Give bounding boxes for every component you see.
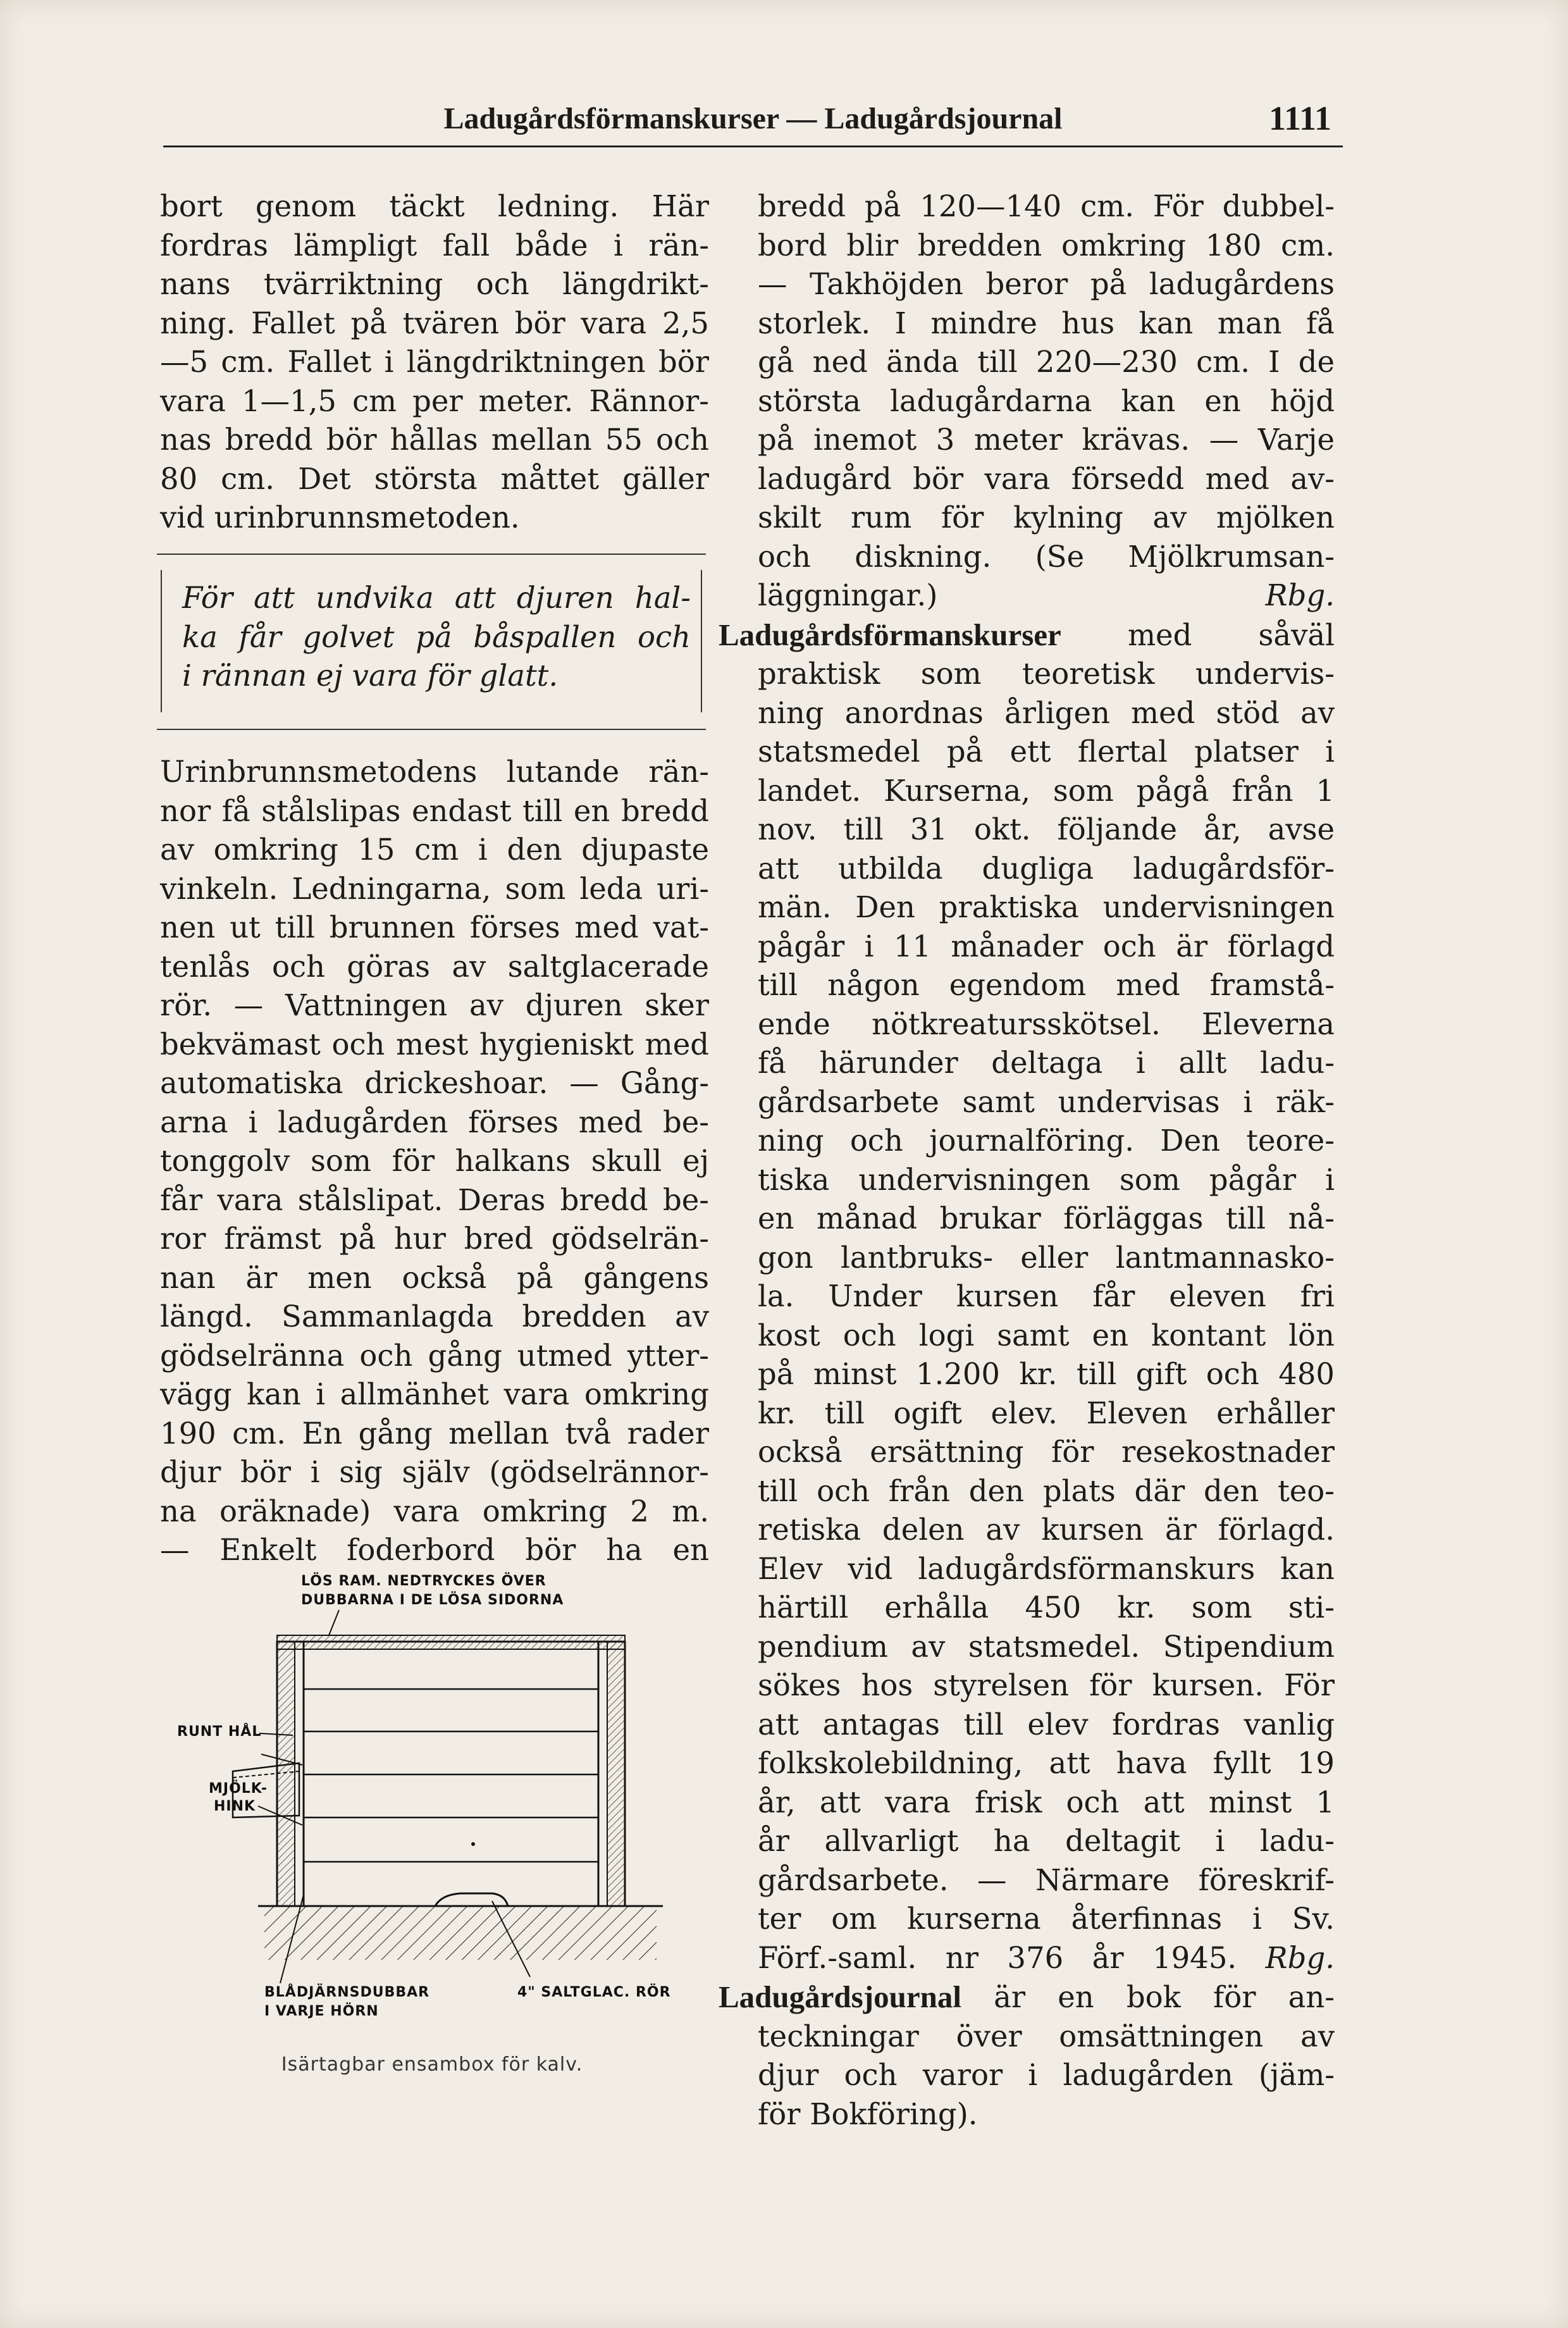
label-round-hole: RUNT HÅL [177, 1724, 262, 1740]
text-line: att antagas till elev fordras vanlig [758, 1707, 1335, 1742]
text-line: bredd på 120—140 cm. För dubbel- [758, 189, 1335, 223]
text-line: vara 1—1,5 cm per meter. Rännor- [160, 383, 709, 418]
entry-ladugardsjournal [719, 1978, 1335, 2134]
text-line: ning anordnas årligen med stöd av [758, 695, 1335, 730]
signature: Rbg. [1265, 578, 1335, 612]
text-line: sökes hos styrelsen för kursen. För [758, 1668, 1335, 1702]
pull-quote-line: För att undvika att djuren hal- [182, 581, 691, 615]
text-line: största ladugårdarna kan en höjd [758, 383, 1335, 418]
text-line: tonggolv som för halkans skull ej [160, 1144, 709, 1178]
text-line: ladugård bör vara försedd med av- [758, 461, 1335, 496]
text-line: skilt rum för kylning av mjölken [758, 500, 1335, 535]
label-milk-bucket: MJÖLK- [209, 1781, 268, 1797]
text-line: Urinbrunnsmetodens lutande rän- [160, 755, 709, 789]
signature: Rbg. [1265, 1940, 1335, 1975]
text-line: gon lantbruks- eller lantmannasko- [758, 1240, 1335, 1275]
text-line: tenlås och göras av saltglacerade [160, 949, 709, 984]
page-number: 1111 [1268, 99, 1331, 137]
running-header [163, 95, 1343, 147]
text-line: till och från den plats där den teo- [758, 1473, 1335, 1508]
right-column [719, 187, 1335, 2134]
text-line: av omkring 15 cm i den djupaste [160, 833, 709, 867]
label-iron-studs-2: I VARJE HÖRN [264, 2003, 379, 2019]
header-title: Ladugårdsförmanskurser — Ladugårdsjournal [443, 102, 1063, 135]
text-line: läggningar.) [758, 578, 938, 612]
text-line: ning och journalföring. Den teore- [758, 1124, 1335, 1158]
text-line: gårdsarbete samt undervisas i räk- [758, 1084, 1335, 1119]
label-milk-bucket-2: HINK [214, 1799, 256, 1814]
text-line: härtill erhålla 450 kr. som sti- [758, 1590, 1335, 1625]
drain-outlet [435, 1893, 508, 1906]
calf-box-figure [163, 1566, 701, 2059]
text-line: gödselränna och gång utmed ytter- [160, 1338, 709, 1373]
left-paragraph-2 [160, 753, 709, 1570]
text-line: en månad brukar förläggas till nå- [758, 1201, 1335, 1235]
label-iron-studs: BLÅDJÄRNSDUBBAR [264, 1984, 430, 2000]
text-line: vinkeln. Ledningarna, som leda uri- [160, 871, 709, 906]
text-line: automatiska drickeshoar. — Gång- [160, 1066, 709, 1100]
text-line: pendium av statsmedel. Stipendium [758, 1629, 1335, 1664]
pull-quote [161, 570, 702, 712]
text-line: bort genom täckt ledning. Här [160, 189, 709, 223]
text-line: bord blir bredden omkring 180 cm. [758, 228, 1335, 263]
text-line: nov. till 31 okt. följande år, avse [758, 812, 1335, 846]
text-line: gå ned ända till 220—230 cm. I de [758, 345, 1335, 379]
text-line: bekvämast och mest hygieniskt med [160, 1027, 709, 1062]
text-line: längd. Sammanlagda bredden av [160, 1299, 709, 1334]
text-line: på minst 1.200 kr. till gift och 480 [758, 1357, 1335, 1391]
pull-quote-line: i rännan ej vara för glatt. [182, 659, 559, 693]
pull-quote-box [157, 554, 706, 730]
floor-hatching [264, 1906, 657, 1960]
text-line: nan är men också på gångens [160, 1260, 709, 1295]
text-line: män. Den praktiska undervisningen [758, 890, 1335, 924]
text-line: till någon egendom med framstå- [758, 968, 1335, 1002]
text-line: la. Under kursen får eleven fri [758, 1279, 1335, 1313]
text-line: statsmedel på ett flertal platser i [758, 734, 1335, 769]
text-line: arna i ladugården förses med be- [160, 1105, 709, 1139]
text-line: med såväl [1127, 617, 1335, 652]
text-line: teckningar över omsättningen av [758, 2019, 1335, 2053]
text-line: att utbilda dugliga ladugårdsför- [758, 851, 1335, 886]
text-line: Förf.-saml. nr 376 år 1945. [758, 1940, 1237, 1975]
text-line: få härunder deltaga i allt ladu- [758, 1046, 1335, 1080]
entry-term: Ladugårdsjournal [719, 1979, 961, 2014]
pull-quote-line: ka får golvet på båspallen och [182, 619, 691, 654]
entry-term: Ladugårdsförmanskurser [719, 617, 1061, 652]
left-paragraph-1 [160, 187, 709, 538]
text-line: — Takhöjden beror på ladugårdens [758, 267, 1335, 301]
left-column-continued [160, 753, 709, 1570]
text-line: år allvarligt ha deltagit i ladu- [758, 1824, 1335, 1858]
text-line: och diskning. (Se Mjölkrumsan- [758, 539, 1335, 574]
text-line-with-signature [758, 576, 1335, 616]
text-line: landet. Kurserna, som pågå från 1 [758, 773, 1335, 808]
text-line: — Enkelt foderbord bör ha en [160, 1533, 709, 1567]
text-line: på inemot 3 meter krävas. — Varje [758, 423, 1335, 457]
text-line: tiska undervisningen som pågår i [758, 1162, 1335, 1197]
text-line: är en bok för an- [994, 1980, 1335, 2014]
text-line: kr. till ogift elev. Eleven erhåller [758, 1396, 1335, 1430]
label-pipe: 4" SALTGLAC. RÖR [517, 1984, 671, 2000]
text-line: ende nötkreatursskötsel. Eleverna [758, 1006, 1335, 1041]
entry-first-line [719, 1978, 1335, 2017]
text-line: vid urinbrunnsmetoden. [160, 500, 520, 535]
text-line: fordras lämpligt fall både i rän- [160, 228, 709, 263]
text-line: Elev vid ladugårdsförmanskurs kan [758, 1551, 1335, 1586]
text-line: för Bokföring). [758, 2096, 978, 2131]
text-line: —5 cm. Fallet i längdriktningen bör [160, 345, 709, 379]
text-line: folkskolebildning, att hava fyllt 19 [758, 1746, 1335, 1780]
text-line: kost och logi samt en kontant lön [758, 1318, 1335, 1353]
text-line: djur och varor i ladugården (jäm- [758, 2058, 1335, 2092]
entry-ladugardsformanskurser [719, 616, 1335, 1978]
text-line: nor få stålslipas endast till en bredd [160, 793, 709, 828]
text-line: pågår i 11 månader och är förlagd [758, 929, 1335, 963]
text-line: ning. Fallet på tvären bör vara 2,5 [160, 306, 709, 340]
text-line: vägg kan i allmänhet vara omkring [160, 1377, 709, 1411]
text-line: nans tvärriktning och längdrikt- [160, 267, 709, 301]
text-line: retiska delen av kursen är förlagd. [758, 1513, 1335, 1547]
text-line: na oräknade) vara omkring 2 m. [160, 1494, 709, 1528]
figure-caption: Isärtagbar ensambox för kalv. [281, 2053, 583, 2076]
entry-first-line [719, 616, 1335, 655]
text-line: rör. — Vattningen av djuren sker [160, 988, 709, 1022]
text-line: 190 cm. En gång mellan två rader [160, 1416, 709, 1451]
text-line: nas bredd bör hållas mellan 55 och [160, 423, 709, 457]
label-loose-frame: LÖS RAM. NEDTRYCKES ÖVER [301, 1573, 546, 1589]
label-loose-frame-2: DUBBARNA I DE LÖSA SIDORNA [301, 1592, 564, 1608]
text-line: 80 cm. Det största måttet gäller [160, 461, 709, 496]
text-line: ter om kurserna återfinnas i Sv. [758, 1902, 1335, 1936]
text-line: ror främst på hur bred gödselrän- [160, 1222, 709, 1256]
text-line-with-signature [758, 1939, 1335, 1978]
text-line: nen ut till brunnen förses med vat- [160, 910, 709, 944]
right-paragraph-1 [758, 187, 1335, 616]
text-line: får vara stålslipat. Deras bredd be- [160, 1182, 709, 1217]
text-line: praktisk som teoretisk undervis- [758, 657, 1335, 691]
text-line: storlek. I mindre hus kan man få [758, 306, 1335, 340]
text-line: år, att vara frisk och att minst 1 [758, 1785, 1335, 1819]
left-column [160, 187, 709, 538]
text-line: gårdsarbete. — Närmare föreskrif- [758, 1862, 1335, 1897]
text-line: djur bör i sig själv (gödselrännor- [160, 1455, 709, 1489]
text-line: också ersättning för resekostnader [758, 1435, 1335, 1469]
